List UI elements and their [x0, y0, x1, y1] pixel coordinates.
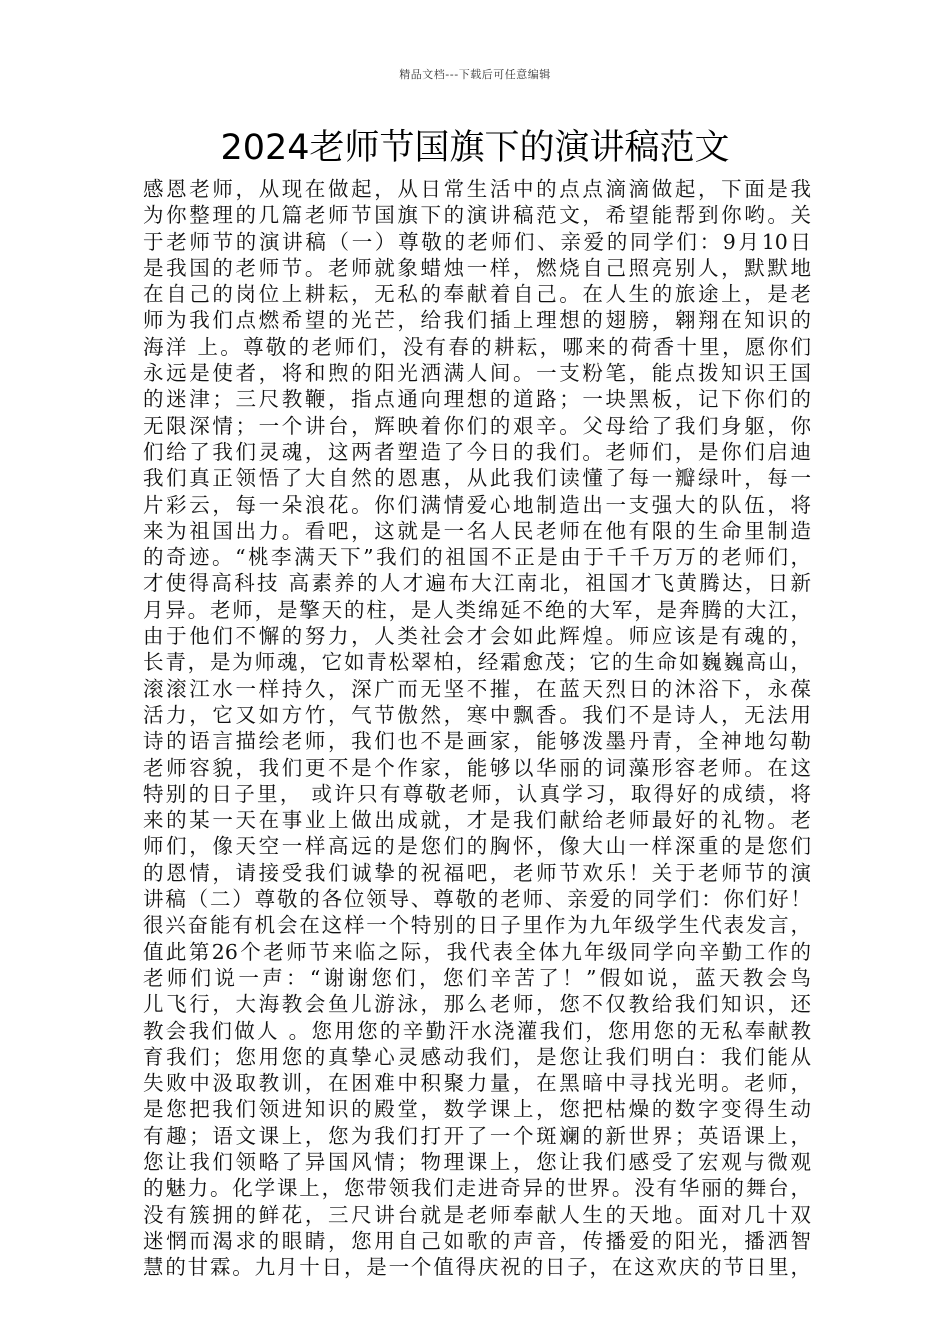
- body-line: 的魅力。化学课上，您带领我们走进奇异的世界。没有华丽的舞台，: [143, 1176, 811, 1201]
- body-line: 是您把我们领进知识的殿堂，数学课上，您把枯燥的数字变得生动: [143, 1097, 811, 1122]
- body-line: 特别的日子里， 或许只有尊敬老师，认真学习，取得好的成绩，将: [143, 781, 811, 806]
- document-title: 2024老师节国旗下的演讲稿范文: [220, 128, 730, 168]
- body-line: 是我国的老师节。老师就象蜡烛一样，燃烧自己照亮别人，默默地: [143, 255, 811, 280]
- body-line: 老师们说一声：“谢谢您们，您们辛苦了！”假如说，蓝天教会鸟: [143, 965, 811, 990]
- body-line: 迷惘而渴求的眼睛，您用自己如歌的声音，传播爱的阳光，播洒智: [143, 1228, 811, 1253]
- body-line: 海洋 上。尊敬的老师们，没有春的耕耘，哪来的荷香十里，愿你们: [143, 334, 811, 359]
- body-line: 的奇迹。“桃李满天下”我们的祖国不正是由于千千万万的老师们，: [143, 545, 811, 570]
- body-line: 来为祖国出力。看吧，这就是一名人民老师在他有限的生命里制造: [143, 518, 811, 543]
- body-line: 教会我们做人 。您用您的辛勤汗水浇灌我们，您用您的无私奉献教: [143, 1018, 811, 1043]
- body-line: 于老师节的演讲稿（一）尊敬的老师们、亲爱的同学们：9月10日: [143, 229, 811, 254]
- body-line: 师为我们点燃希望的光芒，给我们插上理想的翅膀，翱翔在知识的: [143, 308, 811, 333]
- body-line: 由于他们不懈的努力，人类社会才会如此辉煌。师应该是有魂的，: [143, 624, 811, 649]
- body-line: 我们真正领悟了大自然的恩惠，从此我们读懂了每一瓣绿叶，每一: [143, 466, 811, 491]
- body-line: 诗的语言描绘老师，我们也不是画家，能够泼墨丹青，全神地勾勒: [143, 729, 811, 754]
- body-line: 师们，像天空一样高远的是您们的胸怀，像大山一样深重的是您们: [143, 834, 811, 859]
- body-line: 在自己的岗位上耕耘，无私的奉献着自己。在人生的旅途上，是老: [143, 282, 811, 307]
- body-line: 您让我们领略了异国风情；物理课上，您让我们感受了宏观与微观: [143, 1149, 811, 1174]
- body-line: 才使得高科技 高素养的人才遍布大江南北，祖国才飞黄腾达，日新: [143, 571, 811, 596]
- body-line: 永远是使者，将和煦的阳光洒满人间。一支粉笔，能点拨知识王国: [143, 361, 811, 386]
- body-line: 育我们；您用您的真挚心灵感动我们，是您让我们明白：我们能从: [143, 1044, 811, 1069]
- body-line: 慧的甘霖。九月十日，是一个值得庆祝的日子，在这欢庆的节日里，: [143, 1255, 811, 1280]
- body-line: 月异。老师，是擎天的柱，是人类绵延不绝的大军，是奔腾的大江，: [143, 597, 811, 622]
- body-line: 没有簇拥的鲜花，三尺讲台就是老师奉献人生的天地。面对几十双: [143, 1202, 811, 1227]
- body-line: 无限深情；一个讲台，辉映着你们的艰辛。父母给了我们身躯，你: [143, 413, 811, 438]
- body-line: 的迷津；三尺教鞭，指点通向理想的道路；一块黑板，记下你们的: [143, 387, 811, 412]
- body-line: 老师容貌，我们更不是个作家，能够以华丽的词藻形容老师。在这: [143, 755, 811, 780]
- body-line: 儿飞行，大海教会鱼儿游泳，那么老师，您不仅教给我们知识，还: [143, 992, 811, 1017]
- body-line: 活力，它又如方竹，气节傲然，寒中飘香。我们不是诗人，无法用: [143, 702, 811, 727]
- body-line: 们给了我们灵魂，这两者塑造了今日的我们。老师们，是你们启迪: [143, 439, 811, 464]
- body-line: 讲稿（二）尊敬的各位领导、尊敬的老师、亲爱的同学们：你们好！: [143, 887, 811, 912]
- body-line: 的恩情，请接受我们诚挚的祝福吧，老师节欢乐！关于老师节的演: [143, 860, 811, 885]
- body-line: 感恩老师，从现在做起，从日常生活中的点点滴滴做起，下面是我: [143, 177, 811, 201]
- header-note: 精品文档---下载后可任意编辑: [399, 68, 551, 81]
- body-line: 失败中汲取教训，在困难中积聚力量，在黑暗中寻找光明。老师，: [143, 1071, 811, 1096]
- body-line: 长青，是为师魂，它如青松翠柏，经霜愈茂；它的生命如巍巍高山，: [143, 650, 811, 675]
- document-body: [143, 176, 811, 1280]
- body-line: 有趣；语文课上，您为我们打开了一个斑斓的新世界；英语课上，: [143, 1123, 811, 1148]
- body-line: 为你整理的几篇老师节国旗下的演讲稿范文，希望能帮到你哟。关: [143, 203, 811, 228]
- body-line: 很兴奋能有机会在这样一个特别的日子里作为九年级学生代表发言，: [143, 913, 811, 938]
- body-line: 来的某一天在事业上做出成就，才是我们献给老师最好的礼物。老: [143, 808, 811, 833]
- body-line: 值此第26个老师节来临之际，我代表全体九年级同学向辛勤工作的: [143, 939, 811, 964]
- body-line: 滚滚江水一样持久，深广而无坚不摧，在蓝天烈日的沐浴下，永葆: [143, 676, 811, 701]
- body-line: 片彩云，每一朵浪花。你们满情爱心地制造出一支强大的队伍，将: [143, 492, 811, 517]
